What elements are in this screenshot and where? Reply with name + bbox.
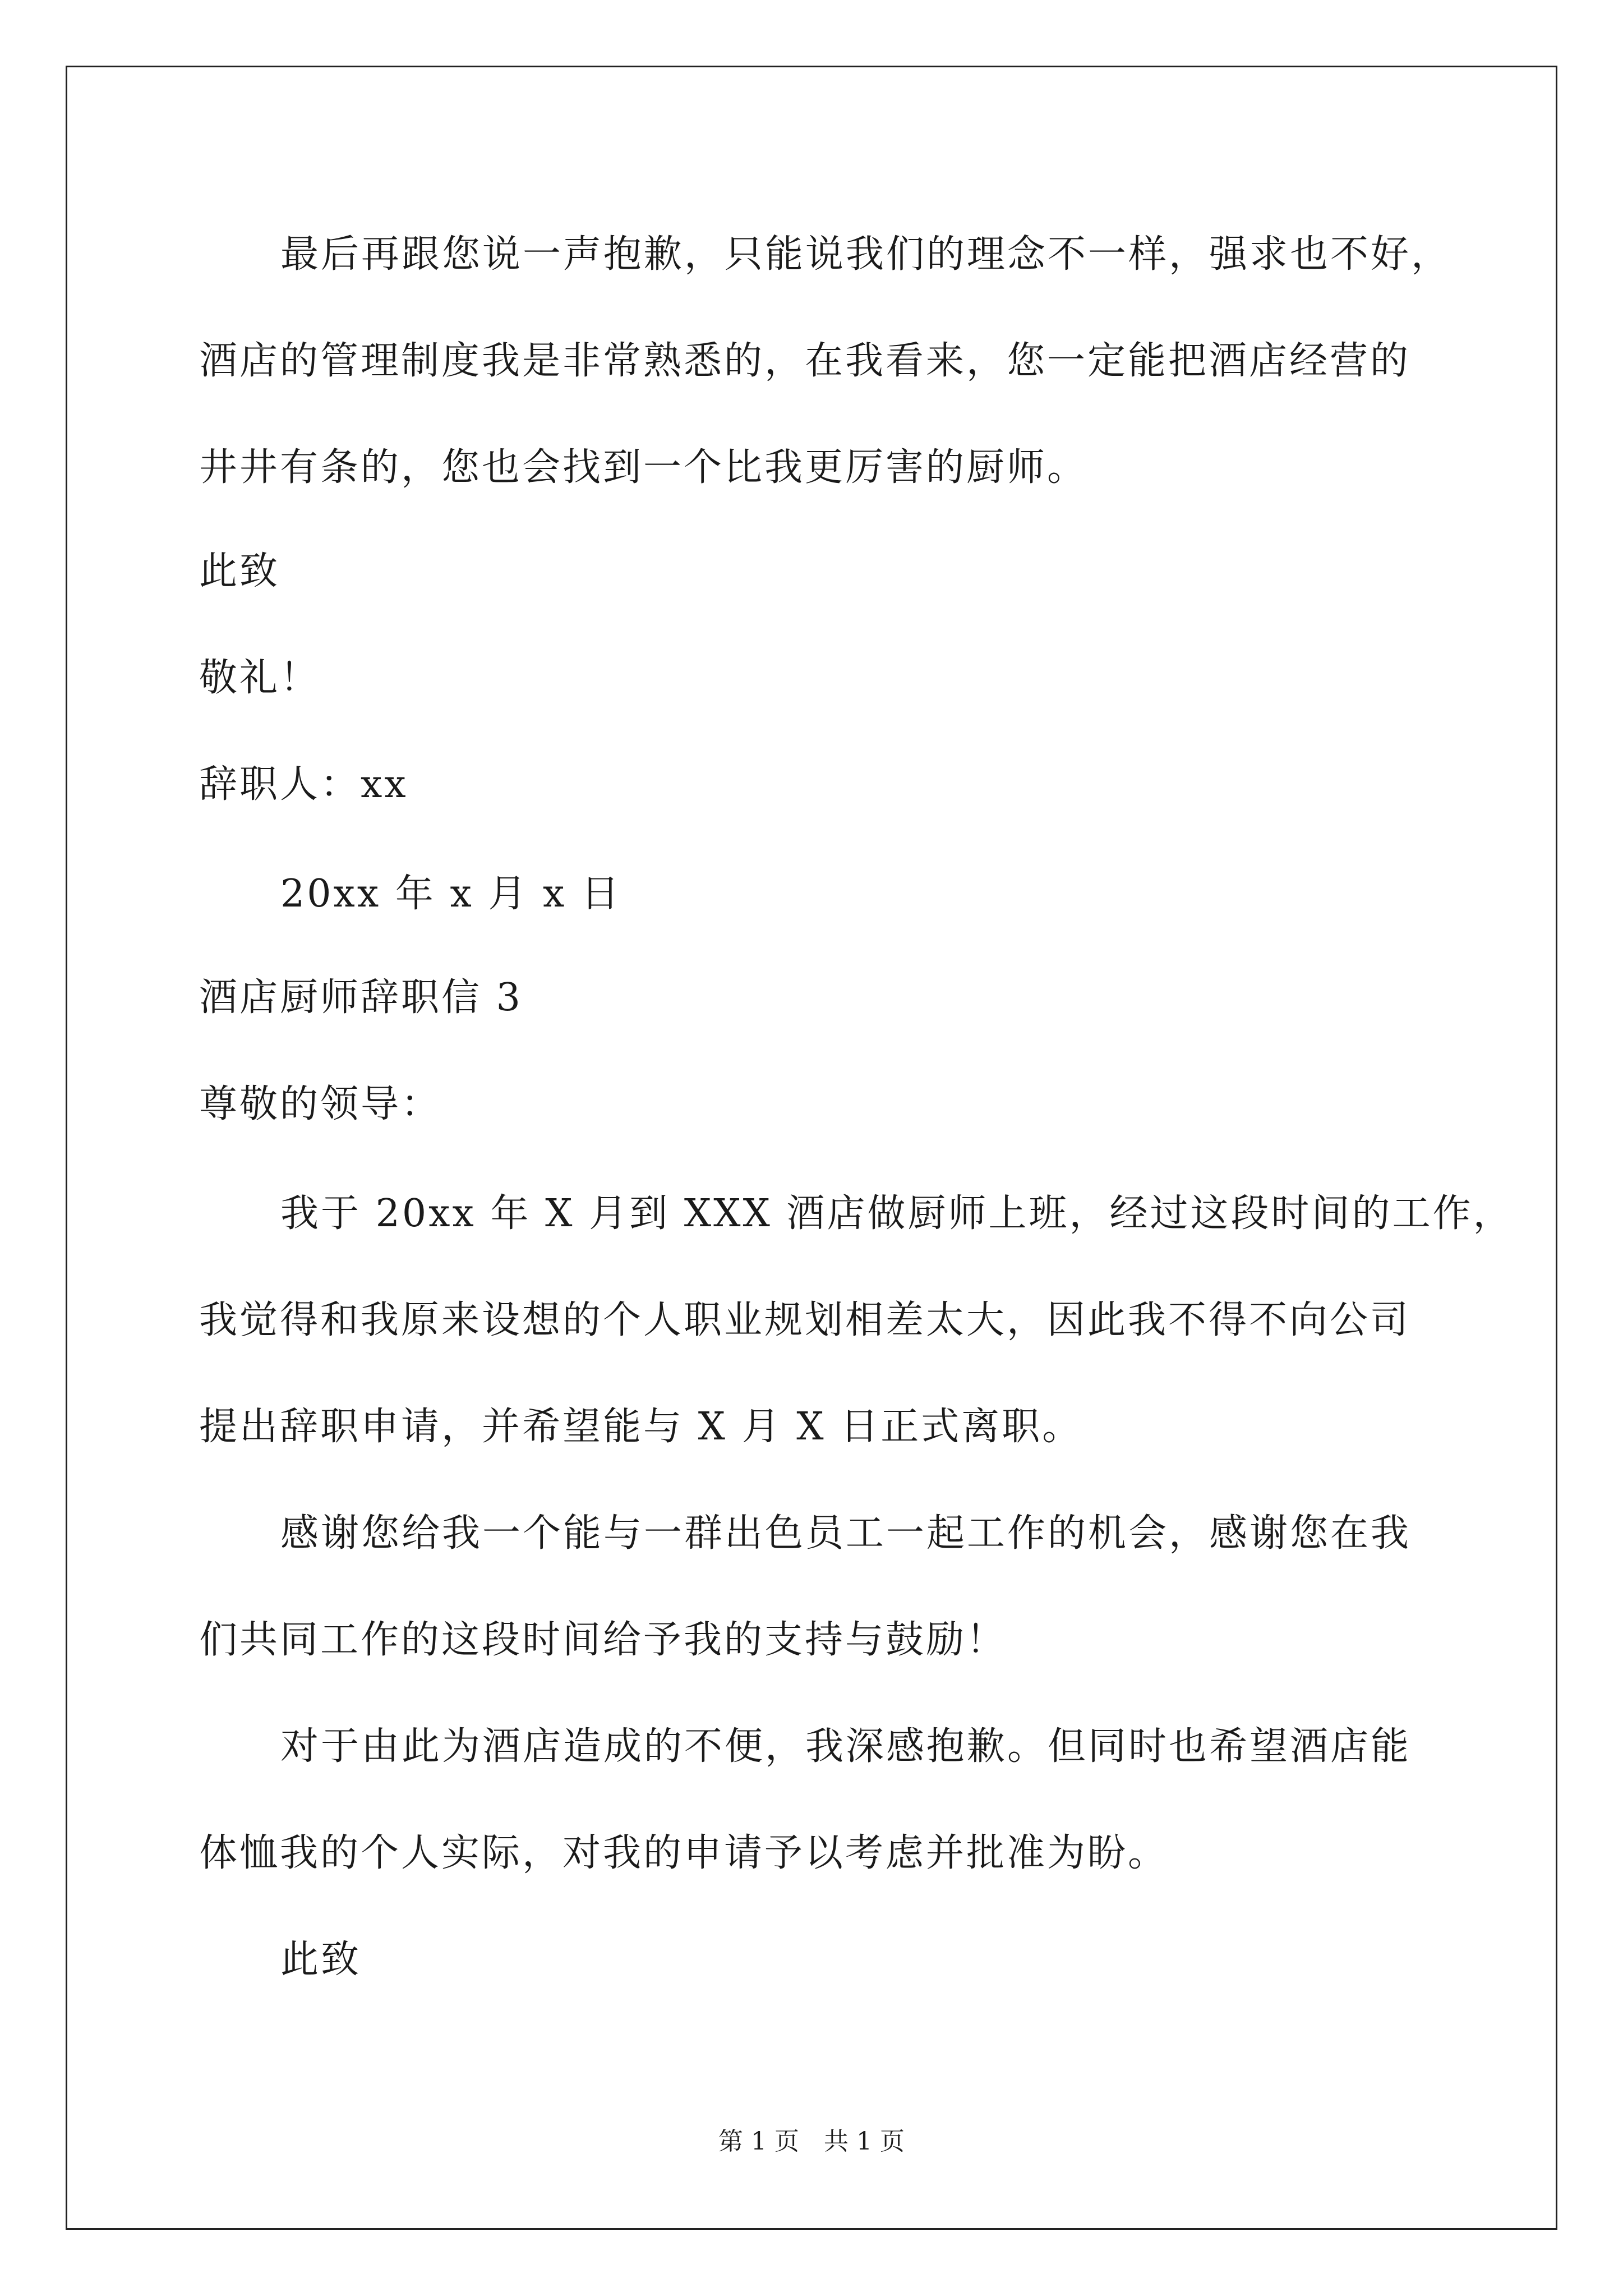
greeting-line: 尊敬的领导： (199, 1082, 442, 1126)
closing-line: 此致 (280, 1938, 362, 1982)
page-footer: 第 1 页 共 1 页 (718, 2127, 905, 2156)
section-title: 酒店厨师辞职信 3 (199, 976, 523, 1020)
paragraph-line: 最后再跟您说一声抱歉，只能说我们的理念不一样，强求也不好， (280, 232, 1452, 277)
paragraph-line: 我于 20xx 年 X 月到 XXX 酒店做厨师上班，经过这段时间的工作， (280, 1191, 1514, 1236)
page-border (66, 66, 1557, 2230)
paragraph-line: 体恤我的个人实际，对我的申请予以考虑并批准为盼。 (199, 1831, 1169, 1875)
paragraph-line: 酒店的管理制度我是非常熟悉的，在我看来，您一定能把酒店经营的 (199, 339, 1411, 383)
paragraph-line: 井井有条的，您也会找到一个比我更厉害的厨师。 (199, 445, 1088, 490)
paragraph-line: 们共同工作的这段时间给予我的支持与鼓励！ (199, 1618, 1007, 1662)
paragraph-line: 对于由此为酒店造成的不便，我深感抱歉。但同时也希望酒店能 (280, 1724, 1412, 1769)
salutation-line: 敬礼！ (199, 656, 321, 700)
paragraph-line: 感谢您给我一个能与一群出色员工一起工作的机会，感谢您在我 (280, 1511, 1412, 1556)
paragraph-line: 提出辞职申请，并希望能与 X 月 X 日正式离职。 (199, 1405, 1083, 1449)
date-line: 20xx 年 x 月 x 日 (280, 872, 622, 916)
signature-line: 辞职人：xx (199, 762, 408, 807)
closing-line: 此致 (199, 549, 280, 593)
paragraph-line: 我觉得和我原来设想的个人职业规划相差太大，因此我不得不向公司 (199, 1298, 1411, 1342)
